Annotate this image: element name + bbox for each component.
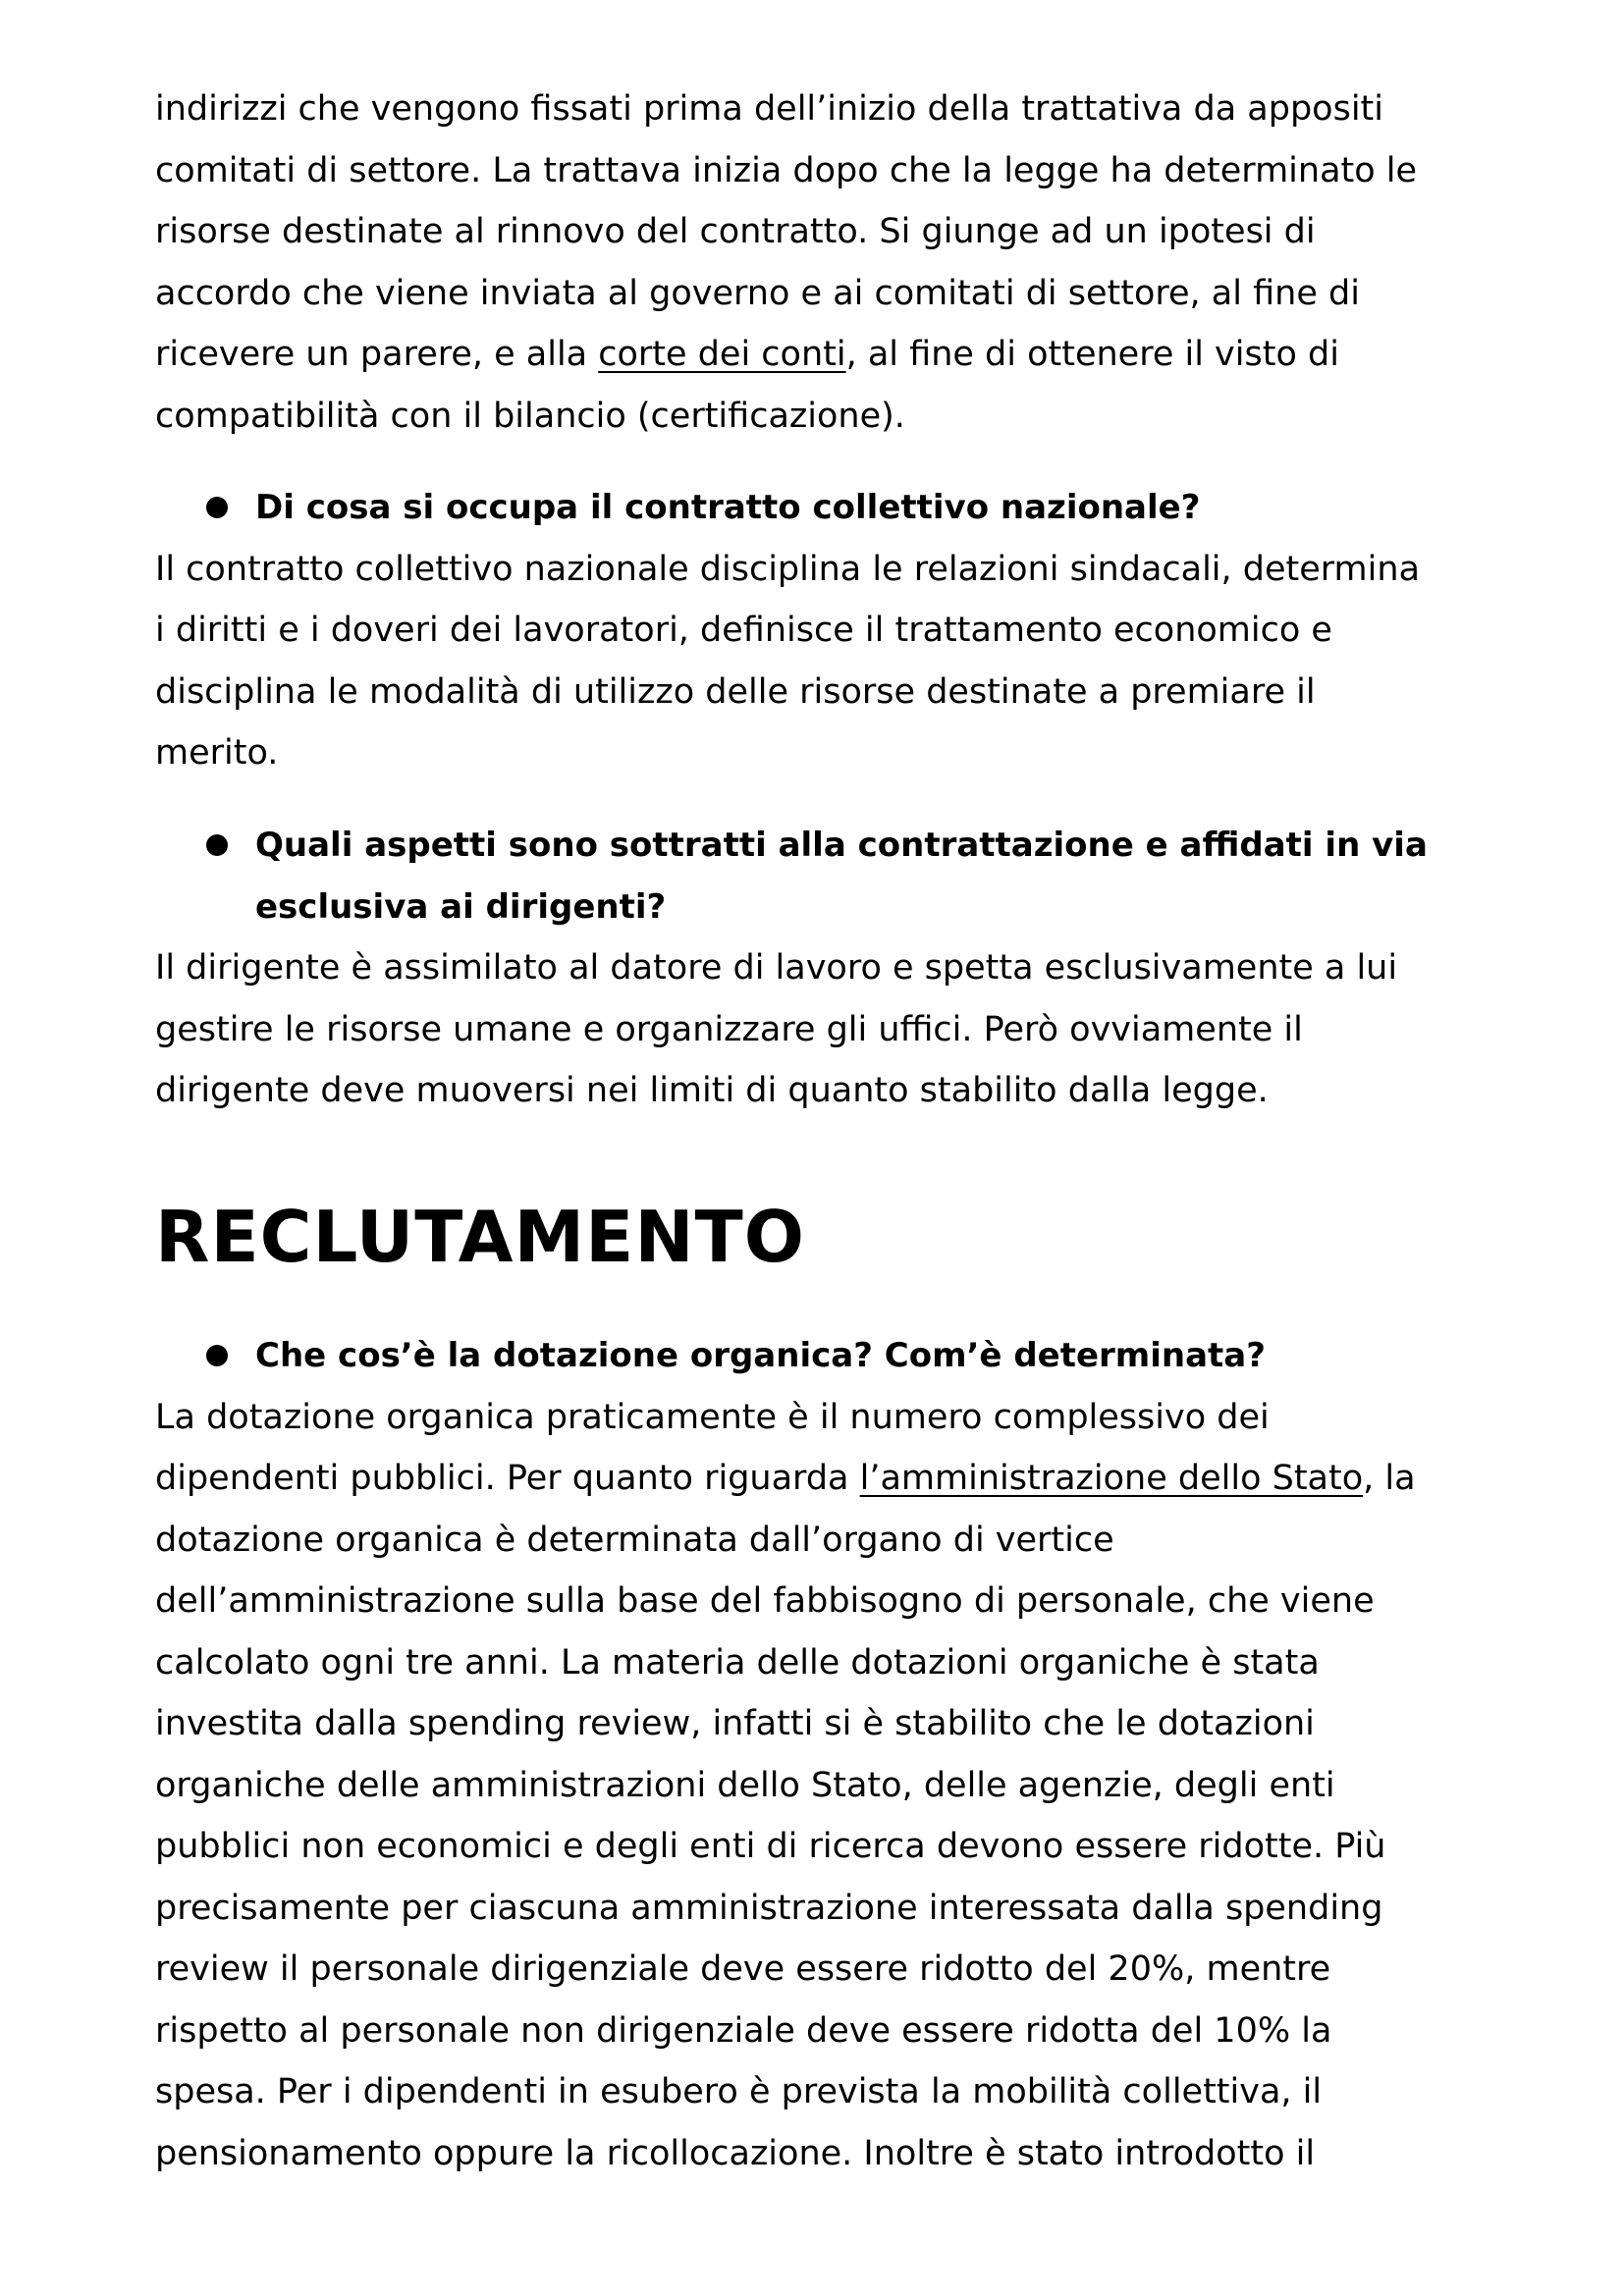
- paragraph-line: i diritti e i doveri dei lavoratori, definisce il trattamento economico e: [155, 611, 1332, 650]
- question-heading: [155, 815, 1490, 937]
- section-heading-block: [155, 1193, 1490, 1281]
- paragraph-line: dirigente deve muoversi nei limiti di quanto stabilito dalla legge.: [155, 1071, 1269, 1110]
- section-heading: RECLUTAMENTO: [155, 1196, 805, 1278]
- question-text: Di cosa si occupa il contratto collettivo nazionale?: [255, 488, 1201, 527]
- text-run: , al fine di ottenere il visto di: [845, 335, 1339, 374]
- paragraph-line: merito.: [155, 733, 279, 773]
- question-block-1: [155, 477, 1490, 784]
- paragraph-line: organiche delle amministrazioni dello Stato, delle agenzie, degli enti: [155, 1765, 1335, 1805]
- answer-paragraph: [155, 539, 1490, 784]
- paragraph-line: comitati di settore. La trattava inizia dopo che la legge ha determinato le: [155, 150, 1418, 190]
- question-text: esclusiva ai dirigenti?: [255, 886, 667, 927]
- paragraph-line: La dotazione organica praticamente è il numero complessivo dei: [155, 1397, 1270, 1437]
- paragraph-line: indirizzi che vengono fissati prima dell’inizio della trattativa da appositi: [155, 89, 1383, 129]
- question-heading: [155, 1325, 1490, 1387]
- paragraph-line: [155, 324, 1490, 386]
- question-block-3: [155, 1325, 1490, 2184]
- bullet-icon: [206, 497, 228, 518]
- paragraph-line: disciplina le modalità di utilizzo delle risorse destinate a premiare il: [155, 671, 1316, 712]
- answer-paragraph: [155, 937, 1490, 1122]
- bullet-icon: [206, 834, 228, 856]
- underlined-term-amministrazione-dello-stato: l’amministrazione dello Stato: [859, 1459, 1364, 1498]
- answer-paragraph: [155, 1387, 1490, 2185]
- text-run: ricevere un parere, e alla: [155, 335, 599, 374]
- paragraph-line: precisamente per ciascuna amministrazione interessata dalla spending: [155, 1888, 1383, 1928]
- paragraph-line: pensionamento oppure la ricollocazione. Inoltre è stato introdotto il: [155, 2133, 1316, 2173]
- paragraph-line: risorse destinate al rinnovo del contratto. Si giunge ad un ipotesi di: [155, 212, 1316, 251]
- question-text: Quali aspetti sono sottratti alla contrattazione e affidati in via: [255, 826, 1428, 865]
- text-run: , la: [1363, 1459, 1416, 1498]
- paragraph-line: accordo che viene inviata al governo e ai comitati di settore, al fine di: [155, 273, 1360, 313]
- bullet-icon: [206, 1345, 228, 1366]
- paragraph-line: investita dalla spending review, infatti si è stabilito che le dotazioni: [155, 1704, 1315, 1743]
- paragraph-line: calcolato ogni tre anni. La materia delle dotazioni organiche è stata: [155, 1642, 1320, 1682]
- question-heading: [155, 477, 1490, 539]
- paragraph-line: review il personale dirigenziale deve essere ridotto del 20%, mentre: [155, 1949, 1331, 1989]
- paragraph-line: pubblici non economici e degli enti di ricerca devono essere ridotte. Più: [155, 1827, 1386, 1866]
- paragraph-line: rispetto al personale non dirigenziale deve essere ridotta del 10% la: [155, 2010, 1332, 2051]
- question-text: Che cos’è la dotazione organica? Com’è determinata?: [255, 1336, 1266, 1375]
- paragraph-line: spesa. Per i dipendenti in esubero è prevista la mobilità collettiva, il: [155, 2072, 1323, 2111]
- text-run: dipendenti pubblici. Per quanto riguarda: [155, 1459, 860, 1498]
- underlined-term-corte-dei-conti: corte dei conti: [598, 335, 846, 374]
- paragraph-line: Il dirigente è assimilato al datore di lavoro e spetta esclusivamente a lui: [155, 948, 1398, 988]
- paragraph-line: gestire le risorse umane e organizzare gli uffici. Però ovviamente il: [155, 1009, 1303, 1049]
- paragraph-line: compatibilità con il bilancio (certificazione).: [155, 396, 905, 436]
- paragraph-line: Il contratto collettivo nazionale disciplina le relazioni sindacali, determina: [155, 549, 1421, 589]
- paragraph-line: dotazione organica è determinata dall’organo di vertice: [155, 1520, 1114, 1560]
- paragraph-line: [155, 1448, 1490, 1510]
- question-block-2: [155, 815, 1490, 1122]
- paragraph-line: dell’amministrazione sulla base del fabbisogno di personale, che viene: [155, 1581, 1375, 1621]
- intro-paragraph: [155, 79, 1490, 447]
